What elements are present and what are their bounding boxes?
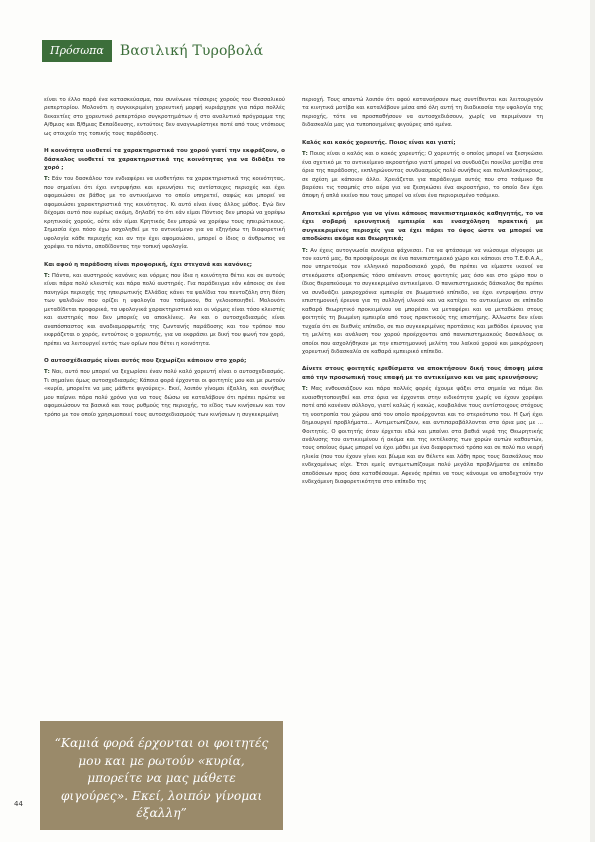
question-heading: Και αφού η παράδοση είναι προφορική, έχει στεγανά και κανόνες; bbox=[44, 261, 253, 268]
page-edge-shadow bbox=[590, 0, 595, 842]
question-heading: Η κοινότητα υιοθετεί τα χαρακτηριστικά του χορού γιατί την εκφράζουν, ο δάσκαλος υιοθετεί τα χαρακτηριστικά της κοινότητας για να διδάξει το χορό ; bbox=[44, 148, 285, 172]
page-number: 44 bbox=[14, 800, 23, 808]
answer-label: Τ: bbox=[302, 386, 308, 393]
pull-quote-box bbox=[40, 721, 283, 830]
paragraph: είναι το έλλο παρά ένα κατασκεύασμα, που συνένωνε τέσσερις χορούς του Θεσσαλικού ρεπερτορίου. Μολονότι η συγκεκριμένη χορευτική μορφή κυριάρχησε για πάρα πολλές δεκαετίες στο χορευτικό ρεπερτόριο συγκροτημάτων ή στο αναλυτικό πρόγραμμα της Α/θμιας και Β/θμιας Εκπαίδευσης, εντούτοις δεν αναγνωρίστηκε ποτέ από τους ντόπιους ως στοιχείο της τοπικής τους παράδοσης. bbox=[44, 97, 285, 137]
answer-label: Τ: bbox=[44, 369, 50, 376]
section-tag: Πρόσωπα bbox=[42, 40, 112, 62]
answer-label: Τ: bbox=[44, 272, 50, 279]
left-column bbox=[44, 96, 285, 423]
answer-label: Τ: bbox=[302, 151, 308, 158]
question-heading: Καλός και κακός χορευτής. Ποιος είναι και γιατί; bbox=[302, 139, 456, 146]
answer-paragraph bbox=[302, 385, 543, 486]
pull-quote-text: “Καμιά φορά έρχονται οι φοιτητές μου και με ρωτούν «κυρία, μπορείτε να μας μάθετε φιγούρες». Εκεί, λοιπόν γίνομαι έξαλλη” bbox=[54, 736, 269, 821]
answer-paragraph bbox=[302, 150, 543, 201]
right-column bbox=[302, 96, 543, 491]
question-heading: Ο αυτοσχέδιασμός είναι αυτός που ξεχωρίζει κάποιον στο χορό; bbox=[44, 358, 247, 365]
paragraph: περιοχή. Τους απαντώ λοιπόν ότι αφού κατανοήσουν πως συντίθενται και λειτουργούν τα κινητικά μοτίβα και καταλάβουν μέσα από όλη αυτή τη διαδικασία την υφολογία της περιοχής, τότε να προσπαθήσουν να αυτοσχεδιάσουν, χωρίς να περιμένουν τη διδασκαλία μας για τυποποιημένες φιγούρες από εμένα. bbox=[302, 97, 543, 129]
answer-text: Ναι, αυτό που μπορεί να ξεχωρίσει έναν πολύ καλό χορευτή είναι ο αυτοσχεδιασμός. Τι σημαίνει όμως αυτοσχεδιασμός; Κάποια φορά έρχονται οι φοιτητές μου και με ρωτούν «κυρία, μπορείτε να μας μάθετε φιγούρες». Εκεί, λοιπόν γίνομαι έξαλλη, και συνήθως μου παίρνει πάρα πολύ χρόνο για να τους δώσω να καταλάβουν ότι πρέπει πρώτα να αφομοιώσουν τα βασικά και τους ρυθμούς της περιοχής, το είδος των κινήσεων και τον τρόπο με τον οποίο χρησιμοποιεί τους αυτοσχεδιασμούς των κινήσεων η συγκεκριμένη bbox=[44, 369, 285, 418]
answer-text: Πάντα, και αυστηρούς κανόνες και νόρμες που ίδια η κοινότητα θέτει και σε αυτούς είναι πάρα πολύ κλειστές και πάρα πολύ αυστηρές. Για παράδειγμα εάν κάποιος σε ένα πανηγύρι περιοχής της ηπειρωτικής Ελλάδας κάνει τα ψαλίδια του πεντοζάλη στη θέση των ψαλιδιών που ορίζει η υφολογία του τσάμικου, θα γελοιοποιηθεί. Μολονότι μεταδίδεται προφορικά, τα υφολογικά χαρακτηριστικά και οι νόρμες είναι τόσο κλειστές και αυστηρές που δεν μπορείς να αποκλίνεις. Αν και ο αυτοσχεδιασμός είναι αναπόσπαστος και αναδιαμορφωτής της ζωντανής παράδοσης και του τρόπου που εκφράζεται ο χορός, εντούτοις ο χορευτής, για να εκφράσει με δική του φωνή τον χορό, πρέπει να λειτουργεί εντός των ορίων που θέτει η κοινότητα. bbox=[44, 272, 285, 347]
answer-text: Ποιος είναι ο καλός και ο κακός χορευτής; Ο χορευτής ο οποίος μπορεί να ξεσηκώσει ένα σχετικό με το αντικείμενο ακροατήριο γιατί μπορεί να συνδυάζει ποικίλα μοτίβα στα όρια της παράδοσης, εκπληρώνοντας συνδυασμούς πολύ συνήθεις και πολυπλοκότερους, σε σχέση με κάποιον άλλο. Χρειάζεται για παράδειγμα αυτός που στο τσάμικο θα βαρέσει τις τσαμπές στο αέρα για να ξεσηκώσει ένα ακροατήριο, το οποίο δεν έχει άποψη ή απλά εκείνο που τους μπορεί να είναι ένα περιορισμένο τσάμικο. bbox=[302, 151, 543, 200]
question-heading: Αποτελεί κριτήριο για να γίνει κάποιος πανεπιστημιακός καθηγητής, το να έχει σοβαρή ερευνητική εμπειρία και ενασχόληση πρακτική με συγκεκριμένες περιοχές για να έχει πάρει το ύφος ώστε να μπορεί να αποδώσει ακόμα και θεωρητικά; bbox=[302, 210, 543, 243]
answer-text: Μας ενθουσιάζουν και πάρα πολλές φορές έχουμε ψάξει στα σημεία να πάμε δει ευαισθητοποιηθεί και στα όρια να έρχονται στην ειδικότητα χωρίς να έχουν χορέψει ποτέ από κανέναν σύλλογο, γιατί καλώς ή κακώς, κουβαλάνε τους αντίστοιχους στόχους τη νοοτροπία του χώρου από τον οποίο προέρχονται και το στερεότυπο του. Η ζωή έχει δημιουργεί προβλήματα... Αντιμετωπίζουν, και αντιπαραβάλλονται στα όρια μας με ... Φοιτητές. Ο φοιτητής όταν έρχεται εδώ και μπαίνει στα βαθιά νερά της Θεωρητικής ανάλυσης του αντικειμένου ή ακόμα και της εκτέλεσης των χορών αυτών καθαυτών, τους οποίους όμως μπορεί να έχει μάθει με ένα διαφορετικό τρόπο και σε πολύ πιο νεαρή ηλικία (που του έχουν γίνει και βίωμα και αν θέλετε και λάθη προς τους δασκάλους που ενδεχομένως είχε. Έτσι εμείς αντιμετωπίζουμε πολύ μεγάλα προβλήματα σε επίπεδο αποδόσεων προς όσα καταθέσουμε. Αφενός πρέπει να τους κάνουμε να αποδεχτούν την ενδεχόμενη διαφορετικότητα στο επίπεδο της bbox=[302, 386, 543, 486]
answer-paragraph bbox=[44, 368, 285, 419]
interviewee-name: Βασιλική Τυροβολά bbox=[119, 43, 264, 59]
answer-label: Τ: bbox=[302, 247, 308, 254]
answer-text: Εάν του δασκάλου τον ενδιαφέρει να υιοθετήσει τα χαρακτηριστικά της κοινότητας, που σημαίνει ότι έχει εντρυφήσει και ερευνήσει τις αντίστοιχες περιοχές και έχει αφομοιώσει σε βάθος με το αντικείμενο το οποίο υπηρετεί, σαφώς και μπορεί να αφομοιώσει χαρακτηριστικά της κοινότητας. Κι αυτό είναι ένας άλλος μύθος. Εγώ δεν δέχομαι αυτό που ευρέως ακόμη, δηλαδή το ότι εάν είμαι Πόντιος δεν μπορώ να χορέψω κρητικούς χορούς, ούτε εάν είμαι Κρητικός δεν μπορώ να χορέψω τους ηπειρώτικους. Σημασία έχει πόσο έχω ασχοληθεί με το αντικείμενο για να εξηγήσω τη διαφορετική υφολογία κάθε περιοχής και αν την έχει αφομοιώσει, μπορεί ο ίδιος ο άνθρωπος να χορέψει τα πάντα, αποδίδοντας την τοπική υφολογία. bbox=[44, 176, 285, 251]
page-header bbox=[42, 40, 263, 62]
answer-paragraph bbox=[44, 272, 285, 348]
answer-label: Τ: bbox=[44, 176, 50, 183]
answer-text: Αν έχεις αυτογνωσία συνέχεια ψάχνεσαι. Για να φτάσουμε να νιώσουμε σίγουροι με τον εαυτό μας, θα προσφέρουμε σε ένα πανεπιστημιακό χώρο και κάποιοι στο Τ.Ε.Φ.Α.Α., που υπηρετούμε τον ελληνικό παραδοσιακό χορό, θα πρέπει να είμαστε ικανοί να στεκόμαστε αξιοπρεπώς τόσο απέναντι στους φοιτητές μας όσο και στο χώρο που ο ίδιος θεραπεύουμε το συγκεκριμένο αντικείμενο. Ο πανεπιστημιακός δάσκαλος θα πρέπει να συνδυάζει μακροχρόνια εμπειρία σε βιωματικό επίπεδο, να έχει εντρυφήσει στην επιστημονική έρευνα για τη συλλογή υλικού και να κατέχει το αντικείμενο σε επίπεδο καθαρά θεωρητικό προκειμένου να μπορέσει να μεταφέρει και να μεταδώσει στους φοιτητές τη βιωμένη εμπειρία από τους πρακτικούς της επιστήμης. Άλλωστε δεν είναι τυχαία ότι σε διεθνές επίπεδο, σε πιο συγκεκριμένες προτάσεις και μεθόδοι έρευνας για τη μελέτη και ανάλυση του χορού προέρχονται από πανεπιστημιακούς δασκάλους οι οποίοι που ασχολήθηκαν με την επιστημονική μελέτη του λαϊκού χορού και μακρόχρονη χορευτική διδασκαλία σε καθαρά εμπειρικό επίπεδο. bbox=[302, 247, 543, 355]
answer-paragraph bbox=[302, 247, 543, 357]
question-heading: Δίνετε στους φοιτητές ερεθίσματα να αποκτήσουν δική τους άποψη μέσα από την προσωπική τους επαφή με το αντικείμενο και να μας ερευνήσουν; bbox=[302, 366, 543, 381]
answer-paragraph bbox=[44, 175, 285, 251]
